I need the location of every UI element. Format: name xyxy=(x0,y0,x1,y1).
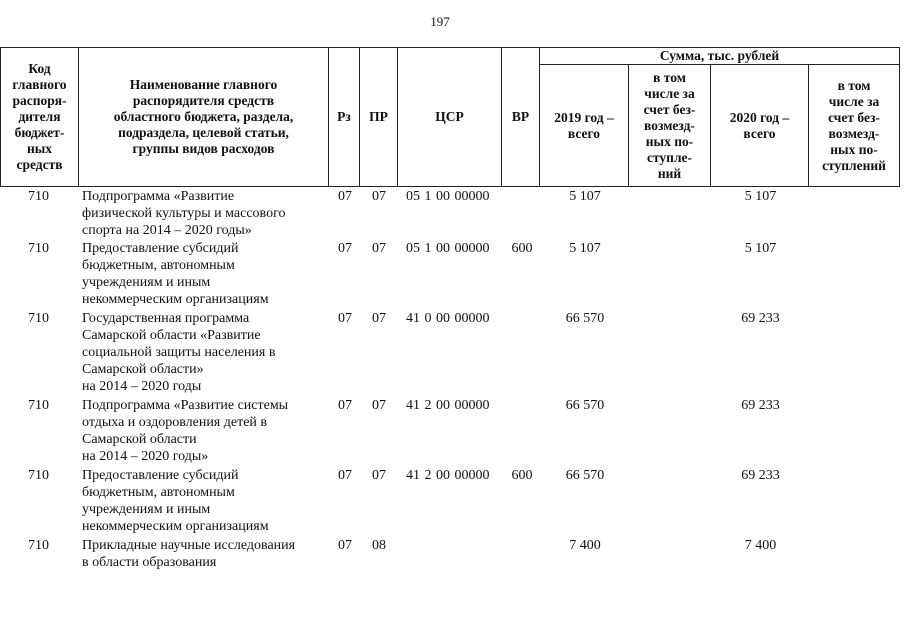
row-code: 710 xyxy=(28,538,49,553)
row-csr: 41 2 00 00000 xyxy=(406,398,490,413)
header-pr: ПР xyxy=(369,109,388,124)
row-pr: 07 xyxy=(372,189,386,204)
row-name: Предоставление субсидий бюджетным, автономным учреждениям и иным некоммерческим организациям xyxy=(82,241,269,307)
row-name: Подпрограмма «Развитие системы отдыха и оздоровления детей в Самарской области на 2014 – 2020 годы» xyxy=(82,398,289,464)
table-row xyxy=(0,397,900,467)
row-2019-total: 7 400 xyxy=(569,538,601,553)
row-rz: 07 xyxy=(338,311,352,326)
row-2019-total: 5 107 xyxy=(569,241,601,256)
row-pr: 07 xyxy=(372,398,386,413)
header-2020-total: 2020 год – всего xyxy=(729,109,790,141)
row-csr: 05 1 00 00000 xyxy=(406,189,490,204)
row-2020-total: 69 233 xyxy=(741,398,780,413)
table-row xyxy=(0,188,900,240)
row-rz: 07 xyxy=(338,189,352,204)
table-header xyxy=(0,47,900,187)
header-csr: ЦСР xyxy=(435,109,464,124)
row-2020-total: 69 233 xyxy=(741,311,780,326)
row-name: Предоставление субсидий бюджетным, автономным учреждениям и иным некоммерческим организациям xyxy=(82,468,269,534)
table-row xyxy=(0,467,900,537)
row-rz: 07 xyxy=(338,538,352,553)
row-code: 710 xyxy=(28,189,49,204)
row-csr: 41 0 00 00000 xyxy=(406,311,490,326)
row-pr: 08 xyxy=(372,538,386,553)
row-code: 710 xyxy=(28,468,49,483)
row-2019-total: 5 107 xyxy=(569,189,601,204)
row-pr: 07 xyxy=(372,468,386,483)
row-csr: 05 1 00 00000 xyxy=(406,241,490,256)
row-rz: 07 xyxy=(338,468,352,483)
row-name: Подпрограмма «Развитие физической культуры и массового спорта на 2014 – 2020 годы» xyxy=(82,189,286,238)
header-name: Наименование главного распорядителя средств областного бюджета, раздела, подраздела, целевой статьи, группы видов расходов xyxy=(113,77,294,156)
row-code: 710 xyxy=(28,241,49,256)
table-row xyxy=(0,310,900,397)
row-pr: 07 xyxy=(372,311,386,326)
row-name: Государственная программа Самарской области «Развитие социальной защиты населения в Самарской области» на 2014 – 2020 годы xyxy=(82,311,276,394)
header-2019-total: 2019 год – всего xyxy=(554,109,614,141)
header-code: Код главного распоря- дителя бюджет- ных средств xyxy=(12,61,67,172)
header-vr: ВР xyxy=(511,109,530,124)
page-number: 197 xyxy=(430,14,450,29)
row-pr: 07 xyxy=(372,241,386,256)
row-2019-total: 66 570 xyxy=(565,468,605,483)
row-name: Прикладные научные исследования в области образования xyxy=(82,538,296,570)
row-code: 710 xyxy=(28,398,49,413)
row-2020-total: 7 400 xyxy=(744,538,777,553)
header-2019-free: в том числе за счет без- возмезд- ных по- ступле- ний xyxy=(643,69,696,181)
table-body xyxy=(0,188,900,573)
header-2020-free: в том числе за счет без- возмезд- ных по- ступлений xyxy=(822,77,886,173)
row-2020-total: 69 233 xyxy=(741,468,780,483)
header-rz: Рз xyxy=(337,109,351,124)
row-2019-total: 66 570 xyxy=(565,398,605,413)
row-2020-total: 5 107 xyxy=(744,189,777,204)
row-csr: 41 2 00 00000 xyxy=(406,468,490,483)
header-sum: Сумма, тыс. рублей xyxy=(659,48,780,63)
row-2020-total: 5 107 xyxy=(744,241,777,256)
row-vr: 600 xyxy=(511,468,533,483)
table-row xyxy=(0,240,900,310)
row-vr: 600 xyxy=(511,241,533,256)
row-rz: 07 xyxy=(338,241,352,256)
row-2019-total: 66 570 xyxy=(565,311,605,326)
row-code: 710 xyxy=(28,311,49,326)
row-rz: 07 xyxy=(338,398,352,413)
table-row xyxy=(0,537,900,573)
